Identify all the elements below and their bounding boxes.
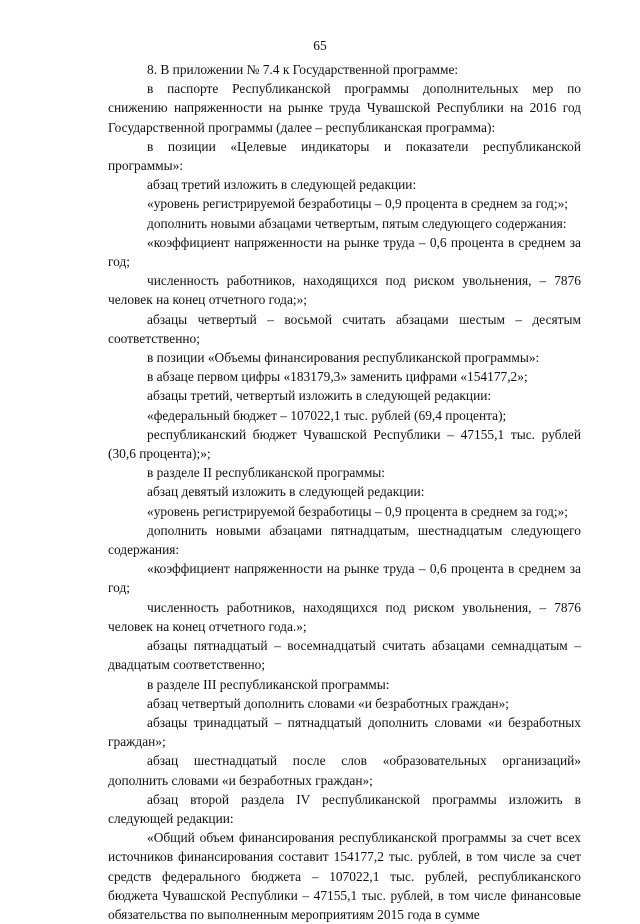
paragraph: дополнить новыми абзацами пятнадцатым, шестнадцатым следующего содержания: [108, 522, 581, 558]
paragraph: абзац девятый изложить в следующей редакции: [147, 484, 425, 500]
paragraph: абзац третий изложить в следующей редакции: [147, 177, 417, 193]
paragraph: в позиции «Объемы финансирования республиканской программы»: [147, 350, 540, 366]
paragraph: республиканский бюджет Чувашской Республики – 47155,1 тыс. рублей (30,6 процента);»; [108, 426, 581, 462]
paragraph: дополнить новыми абзацами четвертым, пятым следующего содержания: [147, 215, 567, 231]
paragraph: абзацы пятнадцатый – восемнадцатый считать абзацами семнадцатым – двадцатым соответственно; [108, 638, 581, 673]
paragraph: в разделе II республиканской программы: [147, 465, 386, 481]
page-number: 65 [313, 38, 327, 53]
paragraph: абзац четвертый дополнить словами «и безработных граждан»; [147, 695, 510, 711]
paragraph: абзац второй раздела IV республиканской программы изложить в следующей редакции: [108, 791, 581, 826]
paragraph: 8. В приложении № 7.4 к Государственной программе: [147, 62, 459, 77]
paragraph: в абзаце первом цифры «183179,3» заменить цифрами «154177,2»; [147, 369, 528, 385]
paragraph: в позиции «Целевые индикаторы и показатели республиканской программы»: [108, 138, 581, 174]
paragraph: в паспорте Республиканской программы дополнительных мер по снижению напряженности на рынке труда Чувашской Республики на 2016 год Государственной программы (далее – республиканская программа): [108, 81, 581, 135]
paragraph: «коэффициент напряженности на рынке труда – 0,6 процента в среднем за год; [108, 234, 581, 270]
document-body [108, 60, 581, 924]
paragraph: абзацы третий, четвертый изложить в следующей редакции: [147, 388, 492, 404]
paragraph: в разделе III республиканской программы: [147, 676, 390, 692]
paragraph: численность работников, находящихся под риском увольнения, – 7876 человек на конец отчетного года;»; [108, 273, 581, 308]
paragraph: абзац шестнадцатый после слов «образовательных организаций» дополнить словами «и безработных граждан»; [108, 753, 581, 788]
paragraph: абзацы четвертый – восьмой считать абзацами шестым – десятым соответственно; [108, 311, 581, 346]
paragraph: «федеральный бюджет – 107022,1 тыс. рублей (69,4 процента); [147, 407, 507, 423]
paragraph: «Общий объем финансирования республиканской программы за счет всех источников финансирования составит 154177,2 тыс. рублей, в том числе за счет средств федерального бюджета – 107022,1 тыс. рублей, республиканского бюджета Чувашской Республики – 47155,1 тыс. рублей, в том числе финансовые обязательства по выполненным мероприятиям 2015 года в сумме [108, 830, 581, 922]
paragraph: численность работников, находящихся под риском увольнения, – 7876 человек на конец отчетного года.»; [108, 599, 581, 634]
paragraph: «коэффициент напряженности на рынке труда – 0,6 процента в среднем за год; [108, 561, 581, 596]
paragraph: абзацы тринадцатый – пятнадцатый дополнить словами «и безработных граждан»; [108, 714, 581, 750]
paragraph: «уровень регистрируемой безработицы – 0,9 процента в среднем за год;»; [147, 503, 568, 519]
paragraph: «уровень регистрируемой безработицы – 0,9 процента в среднем за год;»; [147, 196, 568, 212]
